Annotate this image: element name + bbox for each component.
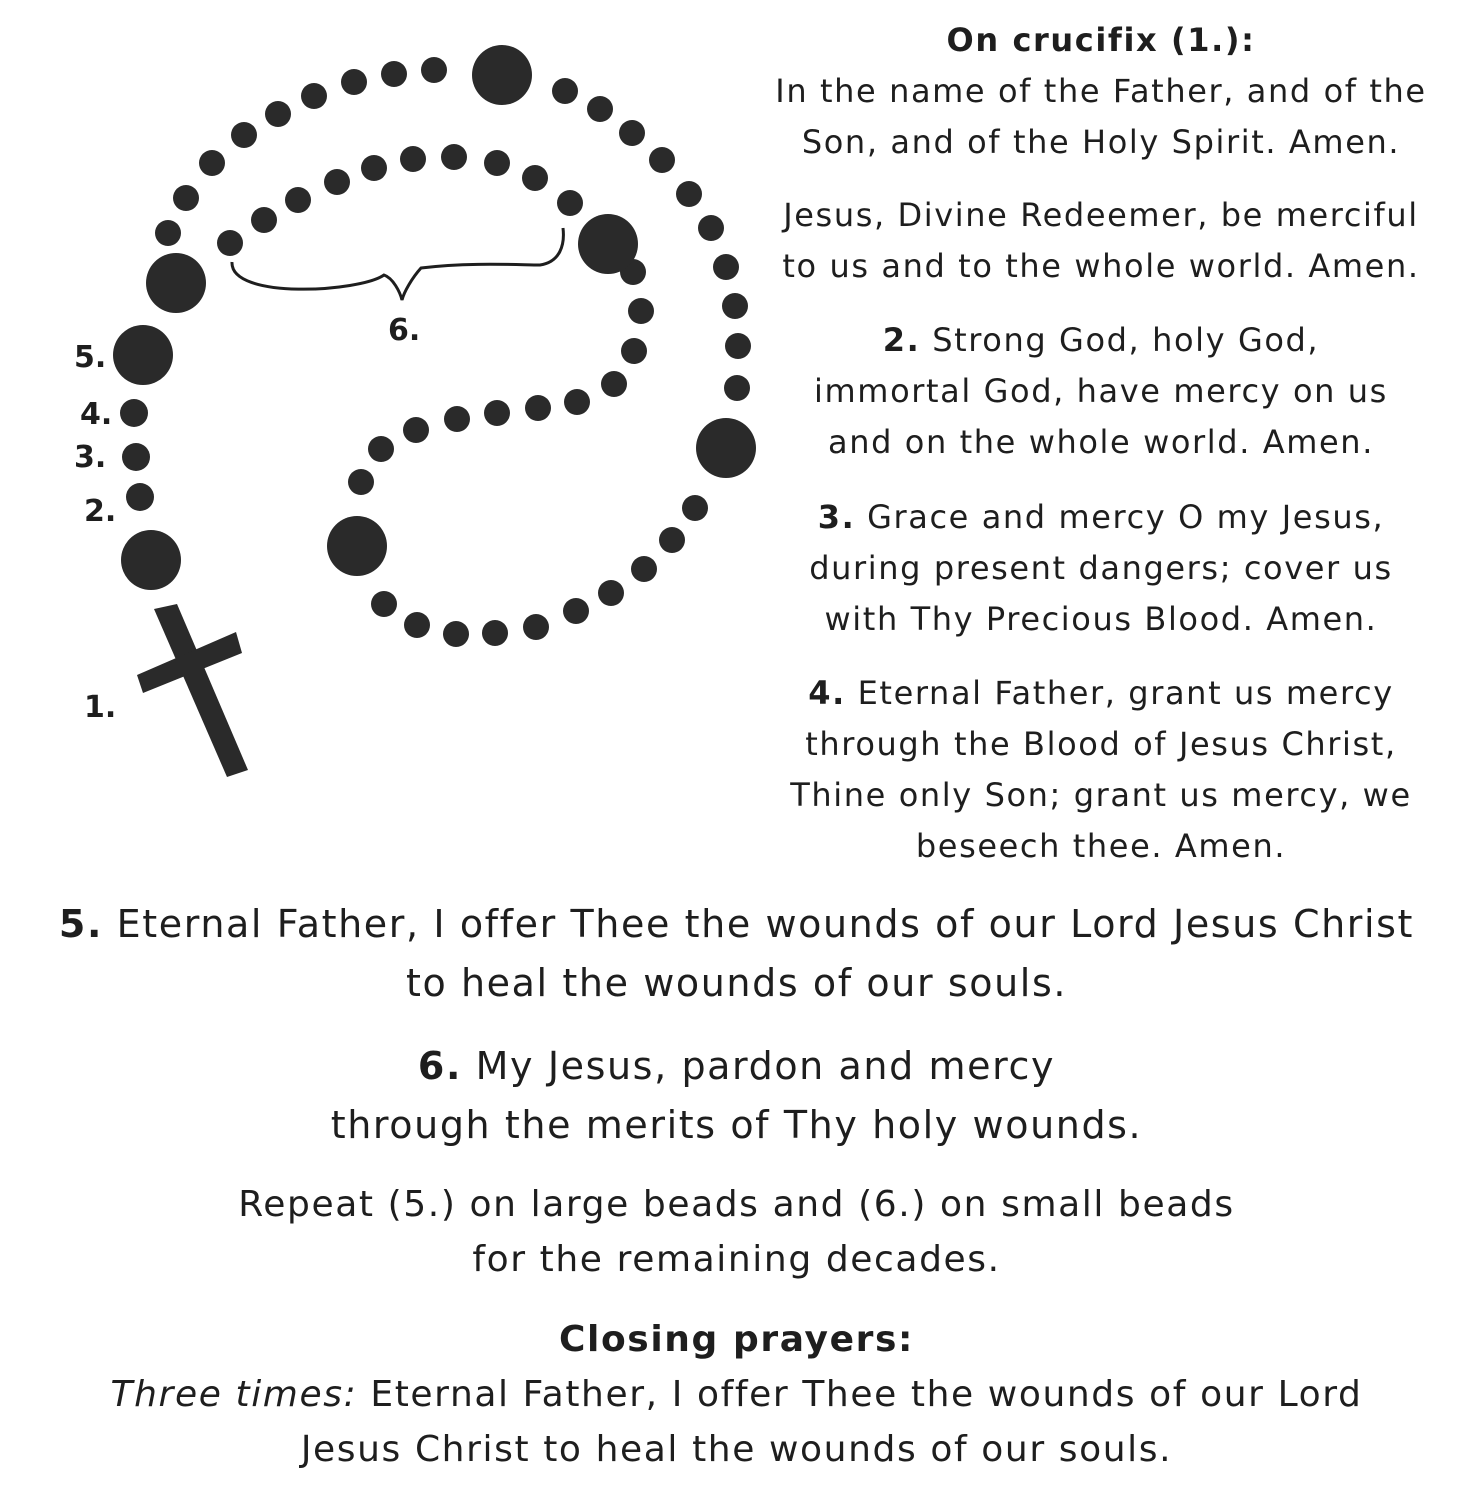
- large-bead: [472, 45, 532, 105]
- small-bead: [659, 527, 685, 553]
- small-bead: [368, 436, 394, 462]
- small-bead: [361, 155, 387, 181]
- small-bead: [698, 215, 724, 241]
- small-bead: [601, 371, 627, 397]
- small-bead: [564, 389, 590, 415]
- prayer-2: [745, 315, 1457, 468]
- sign-of-cross-line: In the name of the Father, and of the: [775, 72, 1427, 110]
- large-bead: [146, 253, 206, 313]
- large-bead: [121, 530, 181, 590]
- small-bead: [443, 621, 469, 647]
- small-bead: [552, 78, 578, 104]
- small-bead: [122, 443, 150, 471]
- small-bead: [482, 620, 508, 646]
- small-bead: [523, 614, 549, 640]
- small-bead: [621, 338, 647, 364]
- prayer-5: [0, 895, 1473, 1013]
- rosary-diagram: [0, 0, 770, 800]
- small-bead: [619, 120, 645, 146]
- small-bead: [682, 495, 708, 521]
- small-bead: [404, 612, 430, 638]
- redeemer-prayer: [745, 190, 1457, 292]
- small-bead: [649, 147, 675, 173]
- large-bead: [578, 214, 638, 274]
- small-bead: [348, 469, 374, 495]
- small-bead: [371, 591, 397, 617]
- prayer-4-line: beseech thee. Amen.: [915, 827, 1287, 865]
- small-bead: [444, 406, 470, 432]
- small-bead: [421, 57, 447, 83]
- prayer-4-line: Thine only Son; grant us mercy, we: [790, 776, 1412, 814]
- redeemer-line: Jesus, Divine Redeemer, be merciful: [783, 196, 1419, 234]
- small-bead: [251, 207, 277, 233]
- small-bead: [484, 400, 510, 426]
- large-bead: [113, 325, 173, 385]
- redeemer-line: to us and to the whole world. Amen.: [782, 247, 1420, 285]
- label-crucifix: 1.: [84, 690, 117, 725]
- prayer-2-line: and on the whole world. Amen.: [828, 423, 1374, 461]
- label-bead4: 4.: [80, 397, 113, 432]
- crucifix-prayer: [745, 15, 1457, 168]
- small-bead: [631, 556, 657, 582]
- small-bead: [713, 254, 739, 280]
- closing-line: Jesus Christ to heal the wounds of our souls.: [300, 1429, 1173, 1470]
- prayer-6-line: through the merits of Thy holy wounds.: [330, 1103, 1143, 1147]
- sign-of-cross-line: Son, and of the Holy Spirit. Amen.: [801, 123, 1401, 161]
- prayer-4-line: 4. Eternal Father, grant us mercy: [808, 674, 1394, 712]
- small-bead: [676, 181, 702, 207]
- small-bead: [301, 83, 327, 109]
- decade-brace: [232, 228, 563, 300]
- closing-line: Three times: Eternal Father, I offer Thee the wounds of our Lord: [110, 1374, 1363, 1415]
- prayer-3: [745, 492, 1457, 645]
- prayer-4-line: through the Blood of Jesus Christ,: [805, 725, 1397, 763]
- prayer-3-line: 3. Grace and mercy O my Jesus,: [817, 498, 1385, 536]
- closing-prayers: [0, 1312, 1473, 1477]
- label-bead5: 5.: [74, 340, 107, 375]
- prayer-5-line: to heal the wounds of our souls.: [405, 961, 1068, 1005]
- prayer-3-line: during present dangers; cover us: [809, 549, 1393, 587]
- label-bead2: 2.: [84, 494, 117, 529]
- small-bead: [199, 150, 225, 176]
- repeat-line: for the remaining decades.: [472, 1239, 1001, 1280]
- small-bead: [341, 69, 367, 95]
- prayer-2-line: 2. Strong God, holy God,: [882, 321, 1320, 359]
- small-bead: [587, 96, 613, 122]
- closing-heading: Closing prayers:: [559, 1319, 914, 1360]
- small-bead: [155, 220, 181, 246]
- small-bead: [400, 146, 426, 172]
- small-bead: [120, 399, 148, 427]
- small-bead: [265, 101, 291, 127]
- prayer-5-line: 5. Eternal Father, I offer Thee the wounds of our Lord Jesus Christ: [58, 902, 1415, 946]
- small-bead: [522, 165, 548, 191]
- small-bead: [441, 144, 467, 170]
- small-bead: [403, 417, 429, 443]
- small-bead: [563, 598, 589, 624]
- prayer-6: [0, 1037, 1473, 1155]
- repeat-instruction: [0, 1177, 1473, 1287]
- small-bead: [628, 298, 654, 324]
- prayer-4: [745, 668, 1457, 872]
- small-bead: [598, 580, 624, 606]
- small-bead: [126, 483, 154, 511]
- small-bead: [484, 150, 510, 176]
- prayer-3-line: with Thy Precious Blood. Amen.: [824, 600, 1378, 638]
- small-bead: [231, 122, 257, 148]
- crucifix-heading: On crucifix (1.):: [946, 21, 1256, 59]
- prayer-2-line: immortal God, have mercy on us: [814, 372, 1388, 410]
- small-bead: [217, 230, 243, 256]
- small-bead: [525, 395, 551, 421]
- prayer-6-line: 6. My Jesus, pardon and mercy: [417, 1044, 1056, 1088]
- rosary-beads: [113, 45, 756, 647]
- small-bead: [381, 61, 407, 87]
- repeat-line: Repeat (5.) on large beads and (6.) on small beads: [238, 1184, 1235, 1225]
- large-bead: [327, 516, 387, 576]
- small-bead: [557, 190, 583, 216]
- label-bead3: 3.: [74, 440, 107, 475]
- small-bead: [324, 169, 350, 195]
- label-decade: 6.: [388, 313, 421, 348]
- crucifix-icon: [137, 604, 248, 777]
- small-bead: [285, 187, 311, 213]
- small-bead: [173, 185, 199, 211]
